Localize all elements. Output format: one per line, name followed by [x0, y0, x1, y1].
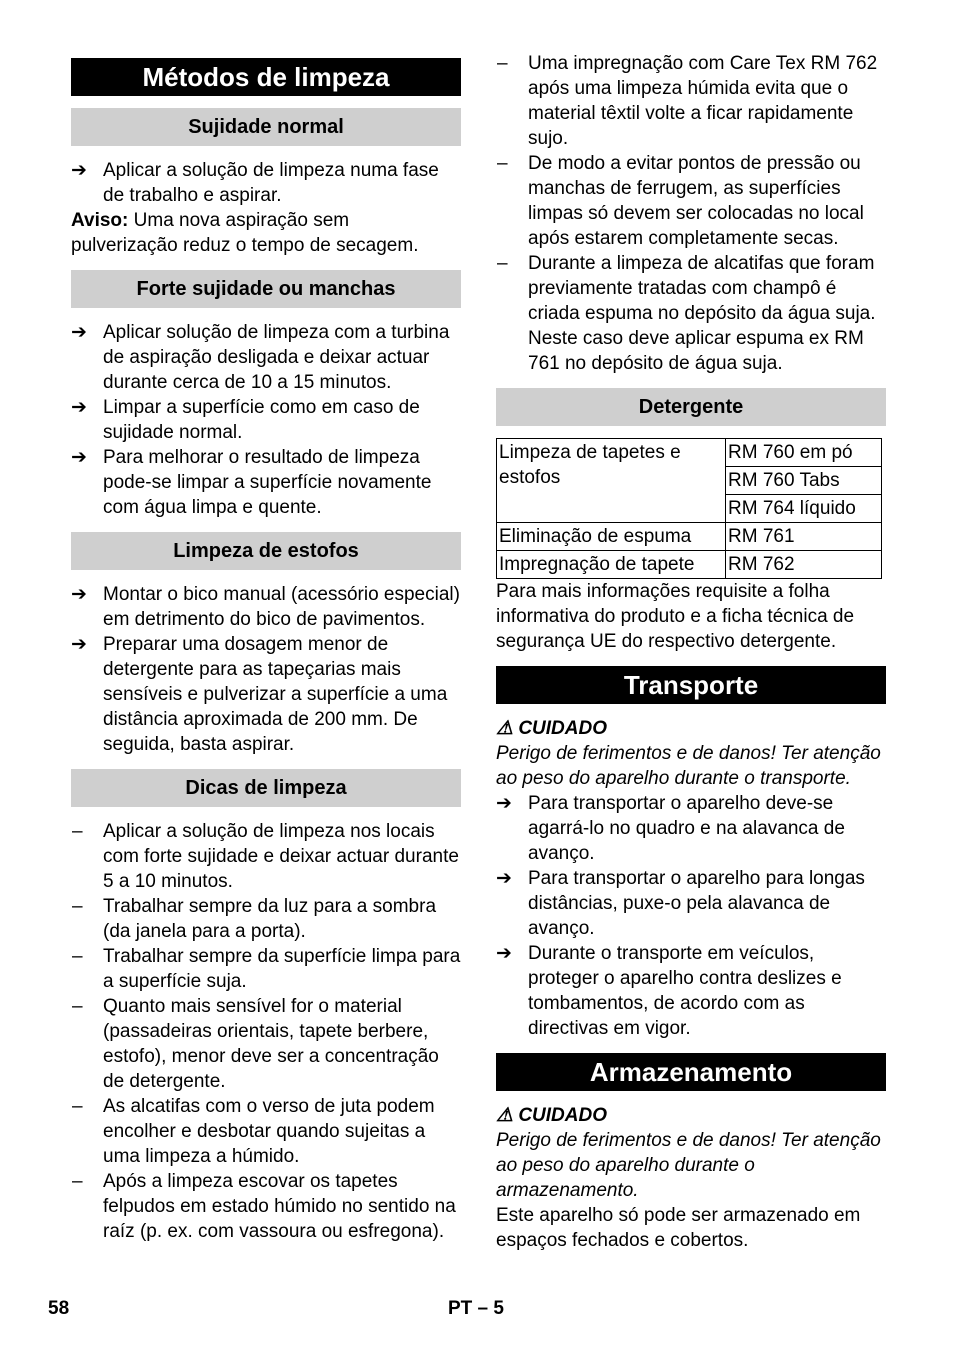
note-text: Uma nova aspiração sem pulverização reduz o tempo de secagem.: [71, 210, 419, 256]
subsection-heading-detergent: Detergente: [496, 388, 886, 426]
section-title-storage: Armazenamento: [496, 1053, 886, 1091]
subsection-heading-tips: Dicas de limpeza: [71, 769, 461, 807]
subsection-heading-heavy-dirt: Forte sujidade ou manchas: [71, 270, 461, 308]
section-label: PT – 5: [448, 1298, 504, 1319]
arrow-right-icon: ➔: [71, 584, 87, 605]
dash-bullet: –: [72, 1171, 83, 1192]
dash-bullet: –: [72, 821, 83, 842]
dash-bullet: –: [497, 253, 508, 274]
table-row: [497, 523, 882, 551]
storage-text: Este aparelho só pode ser armazenado em espaços fechados e cobertos.: [496, 1205, 861, 1251]
table-cell-product: RM 761: [726, 523, 882, 551]
arrow-right-icon: ➔: [71, 322, 87, 343]
tip-item: – Após a limpeza escovar os tapetes felpudos em estado húmido no sentido na raíz (p. ex. com vassoura ou esfregona).: [72, 1171, 456, 1242]
instruction-item: ➔ Limpar a superfície como em caso de sujidade normal.: [71, 397, 420, 443]
instruction-item: ➔ Montar o bico manual (acessório especial) em detrimento do bico de pavimentos.: [71, 584, 460, 630]
left-column: [71, 58, 461, 1244]
dash-bullet: –: [72, 896, 83, 917]
table-cell-product: RM 764 líquido: [726, 495, 882, 523]
arrow-right-icon: ➔: [496, 793, 512, 814]
table-cell-product: RM 760 em pó: [726, 439, 882, 467]
dash-bullet: –: [72, 946, 83, 967]
right-column: [496, 51, 886, 1253]
dash-bullet: –: [497, 153, 508, 174]
instruction-item: ➔ Para transportar o aparelho deve-se agarrá-lo no quadro e na alavanca de avanço.: [496, 793, 845, 864]
tip-item: – Trabalhar sempre da luz para a sombra (da janela para a porta).: [72, 896, 437, 942]
warning-icon: ⚠: [496, 1105, 514, 1126]
instruction-item: ➔ Aplicar a solução de limpeza numa fase de trabalho e aspirar.: [71, 160, 439, 206]
arrow-right-icon: ➔: [71, 397, 87, 418]
subsection-heading-normal-dirt: Sujidade normal: [71, 108, 461, 146]
tip-item: – Uma impregnação com Care Tex RM 762 após uma limpeza húmida evita que o material têxtil volte a ficar rapidamente sujo.: [497, 53, 878, 149]
note-paragraph: [71, 208, 461, 258]
caution-text: Perigo de ferimentos e de danos! Ter atenção ao peso do aparelho durante o armazenamento.: [496, 1130, 881, 1201]
instruction-item: ➔ Para transportar o aparelho para longas distâncias, puxe-o pela alavanca de avanço.: [496, 868, 865, 939]
tip-item: – Trabalhar sempre da superfície limpa para a superfície suja.: [72, 946, 461, 992]
caution-text: Perigo de ferimentos e de danos! Ter atenção ao peso do aparelho durante o transporte.: [496, 743, 881, 789]
section-title-methods: Métodos de limpeza: [71, 58, 461, 96]
section-title-transport: Transporte: [496, 666, 886, 704]
table-cell-use: Eliminação de espuma: [497, 523, 726, 551]
detergent-info: Para mais informações requisite a folha informativa do produto e a ficha técnica de segurança UE do respectivo detergente.: [496, 581, 855, 652]
instruction-item: ➔ Para melhorar o resultado de limpeza pode-se limpar a superfície novamente com água limpa e quente.: [71, 447, 432, 518]
instruction-item: ➔ Durante o transporte em veículos, proteger o aparelho contra deslizes e tombamentos, de acordo com as directivas em vigor.: [496, 943, 842, 1039]
arrow-right-icon: ➔: [496, 943, 512, 964]
table-row: [497, 439, 882, 467]
arrow-right-icon: ➔: [71, 160, 87, 181]
note-label: Aviso:: [71, 210, 129, 231]
caution-heading: ⚠ CUIDADO: [496, 1105, 607, 1126]
dash-bullet: –: [72, 996, 83, 1017]
arrow-right-icon: ➔: [496, 868, 512, 889]
tip-item: – Durante a limpeza de alcatifas que foram previamente tratadas com champô é criada espuma no depósito da água suja. Neste caso deve aplicar espuma ex RM 761 no depósito de água suja.: [497, 253, 876, 374]
tip-item: – De modo a evitar pontos de pressão ou manchas de ferrugem, as superfícies limpas só devem ser colocadas no local após estarem completamente secas.: [497, 153, 864, 249]
table-cell-use: Limpeza de tapetes e estofos: [497, 439, 726, 523]
tip-item: – Quanto mais sensível for o material (passadeiras orientais, tapete berbere, estofo), menor deve ser a concentração de detergente.: [72, 996, 439, 1092]
tip-item: – As alcatifas com o verso de juta podem encolher e desbotar quando sujeitas a uma limpeza a húmido.: [72, 1096, 435, 1167]
instruction-item: ➔ Aplicar solução de limpeza com a turbina de aspiração desligada e deixar actuar durante cerca de 10 a 15 minutos.: [71, 322, 450, 393]
dash-bullet: –: [497, 53, 508, 74]
arrow-right-icon: ➔: [71, 447, 87, 468]
detergent-table: [496, 438, 882, 579]
table-cell-product: RM 762: [726, 551, 882, 579]
table-cell-use: Impregnação de tapete: [497, 551, 726, 579]
subsection-heading-upholstery: Limpeza de estofos: [71, 532, 461, 570]
warning-icon: ⚠: [496, 718, 514, 739]
tip-item: – Aplicar a solução de limpeza nos locais com forte sujidade e deixar actuar durante 5 a 10 minutos.: [72, 821, 459, 892]
table-row: [497, 551, 882, 579]
arrow-right-icon: ➔: [71, 634, 87, 655]
instruction-item: ➔ Preparar uma dosagem menor de detergente para as tapeçarias mais sensíveis e pulverizar a superfície a uma distância aproximada de 200 mm. De seguida, basta aspirar.: [71, 634, 448, 755]
page-number: 58: [48, 1298, 70, 1319]
dash-bullet: –: [72, 1096, 83, 1117]
caution-heading: ⚠ CUIDADO: [496, 718, 607, 739]
table-cell-product: RM 760 Tabs: [726, 467, 882, 495]
